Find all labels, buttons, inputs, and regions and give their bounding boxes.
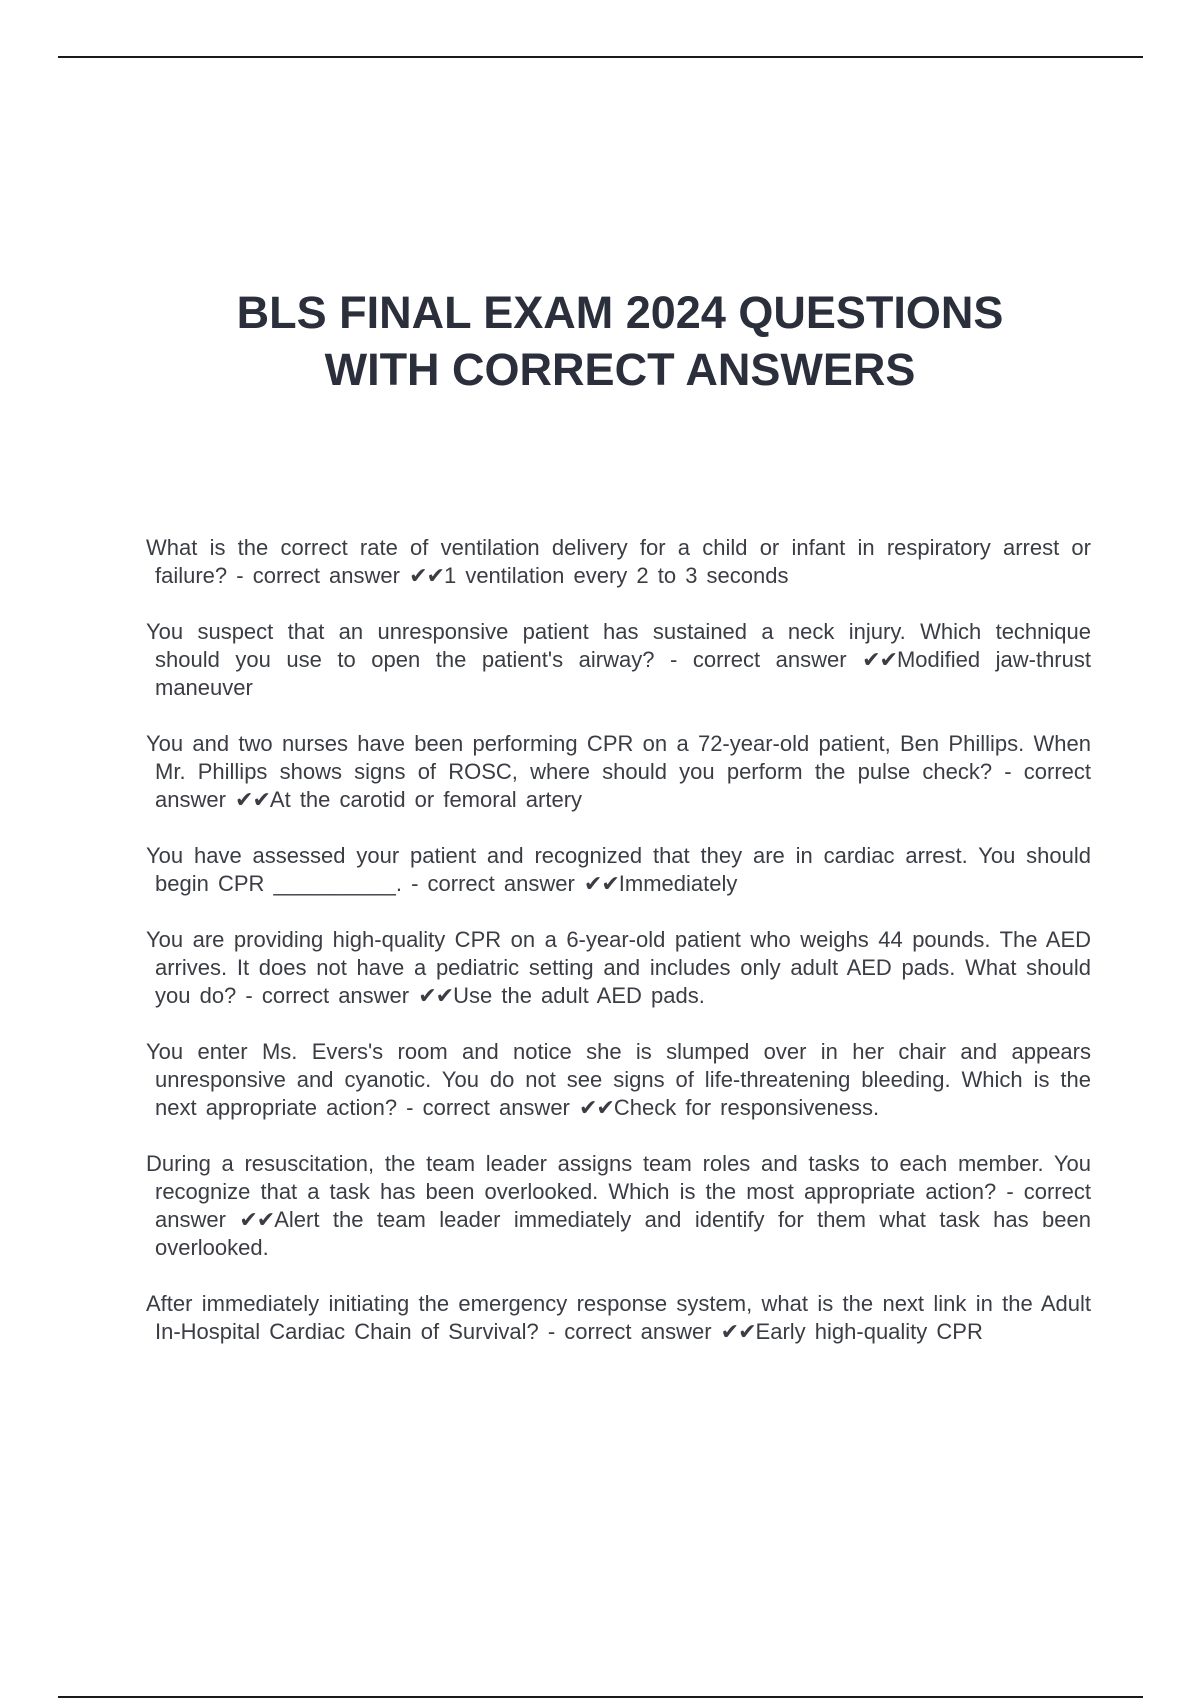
check-mark-icon: ✔✔ [720,1319,756,1344]
answer-text: Early high-quality CPR [755,1319,983,1344]
document-title [100,284,1140,398]
check-mark-icon: ✔✔ [579,1095,614,1120]
answer-separator: - correct answer [155,759,1091,812]
qa-item-3 [146,730,1091,814]
check-mark-icon: ✔✔ [862,647,897,672]
question-text: You suspect that an unresponsive patient has sustained a neck injury. Which technique should you use to open the patient's airway? [146,619,1091,672]
qa-item-2 [146,618,1091,702]
question-text: You have assessed your patient and recognized that they are in cardiac arrest. You should begin CPR __________. [146,843,1091,896]
check-mark-icon: ✔✔ [418,983,454,1008]
qa-item-8 [146,1290,1091,1346]
question-text: You and two nurses have been performing CPR on a 72-year-old patient, Ben Phillips. When Mr. Phillips shows signs of ROSC, where should you perform the pulse check? [146,731,1091,784]
answer-text: Modified jaw-thrust maneuver [155,647,1091,700]
answer-separator: - correct answer [654,647,863,672]
answer-separator: - correct answer [401,871,584,896]
qa-item-4 [146,842,1091,898]
top-divider [58,56,1143,58]
qa-item-1 [146,534,1091,590]
answer-separator: - correct answer [397,1095,579,1120]
question-text: During a resuscitation, the team leader assigns team roles and tasks to each member. You recognize that a task has been overlooked. Which is the most appropriate action? [146,1151,1091,1204]
qa-item-7 [146,1150,1091,1262]
title-line-2: WITH CORRECT ANSWERS [324,344,916,395]
check-mark-icon: ✔✔ [583,871,619,896]
answer-separator: - correct answer [538,1319,721,1344]
answer-text: Alert the team leader immediately and identify for them what task has been overlooked. [155,1207,1091,1260]
check-mark-icon: ✔✔ [239,1207,275,1232]
question-text: You enter Ms. Evers's room and notice she is slumped over in her chair and appears unresponsive and cyanotic. You do not see signs of life-threatening bleeding. Which is the next appropriate action? [146,1039,1091,1120]
answer-separator: - correct answer [236,983,419,1008]
check-mark-icon: ✔✔ [409,563,444,588]
question-text: What is the correct rate of ventilation delivery for a child or infant in respiratory arrest or failure? [146,535,1091,588]
answer-text: Use the adult AED pads. [453,983,705,1008]
check-mark-icon: ✔✔ [235,787,270,812]
qa-item-6 [146,1038,1091,1122]
answer-text: At the carotid or femoral artery [269,787,583,812]
question-text: After immediately initiating the emergency response system, what is the next link in the Adult In-Hospital Cardiac Chain of Survival? [146,1291,1091,1344]
answer-text: Immediately [618,871,738,896]
answer-text: Check for responsiveness. [613,1095,880,1120]
title-line-1: BLS FINAL EXAM 2024 QUESTIONS [236,287,1004,338]
answer-text: 1 ventilation every 2 to 3 seconds [443,563,789,588]
qa-item-5 [146,926,1091,1010]
question-text: You are providing high-quality CPR on a 6-year-old patient who weighs 44 pounds. The AED arrives. It does not have a pediatric setting and includes only adult AED pads. What should you do? [146,927,1091,1008]
answer-separator: - correct answer [155,1179,1091,1232]
question-answer-list [146,534,1091,1374]
bottom-divider [58,1696,1143,1698]
answer-separator: - correct answer [227,563,410,588]
